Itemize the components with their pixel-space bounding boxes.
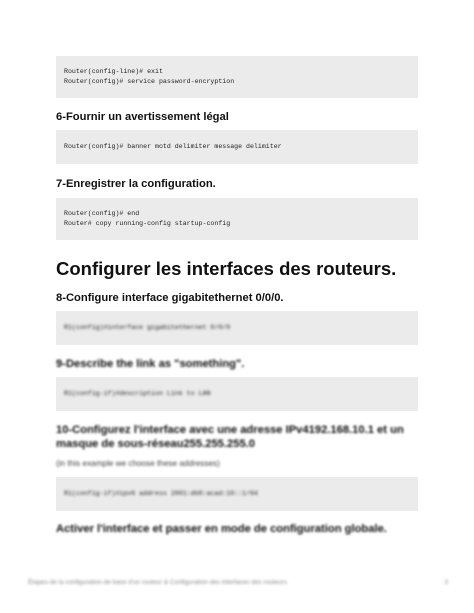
heading-activate-interface: Activer l'interface et passer en mode de configuration globale. <box>56 523 387 535</box>
section-title: Configurer les interfaces des routeurs. <box>56 258 397 279</box>
code-block-save-config <box>56 198 418 240</box>
heading-step-10: 10-Configurez l'interface avec une adresse IPv4192.168.10.1 et un masque de sous-réseau255.255.255.0 <box>56 424 404 450</box>
code-line: Router(config)# service password-encryption <box>64 78 235 85</box>
code-block-banner <box>56 130 418 164</box>
code-line: R1(config-if)#ipv6 address 2001:db8:acad:10::1/64 <box>64 490 258 497</box>
code-line: Router(config)# end <box>64 210 140 217</box>
code-line: R1(config-if)#description Link to LAN <box>64 390 211 397</box>
heading-step-8: 8-Configure interface gigabitethernet 0/0/0. <box>56 292 284 304</box>
heading-step-7: 7-Enregistrer la configuration. <box>56 178 216 190</box>
code-line: Router# copy running-config startup-config <box>64 220 231 227</box>
page-footer <box>28 579 448 586</box>
heading-step-9: 9-Describe the link as "something". <box>56 358 245 370</box>
code-block-service-password <box>56 56 418 98</box>
code-line: Router(config)# banner motd delimiter message delimiter <box>64 143 282 150</box>
code-line: Router(config-line)# exit <box>64 68 163 75</box>
note-addresses: (in this example we choose these addresses) <box>56 459 220 468</box>
heading-step-6: 6-Fournir un avertissement légal <box>56 111 229 123</box>
code-block-interface <box>56 311 418 345</box>
page-number: 3 <box>444 579 448 586</box>
footer-title: Étapes de la configuration de base d'un routeur & Configuration des interfaces des routeurs <box>28 579 287 586</box>
code-block-description <box>56 377 418 411</box>
code-block-ip-address <box>56 477 418 511</box>
code-line: R1(config)#interface gigabitethernet 0/0/0 <box>64 324 231 331</box>
